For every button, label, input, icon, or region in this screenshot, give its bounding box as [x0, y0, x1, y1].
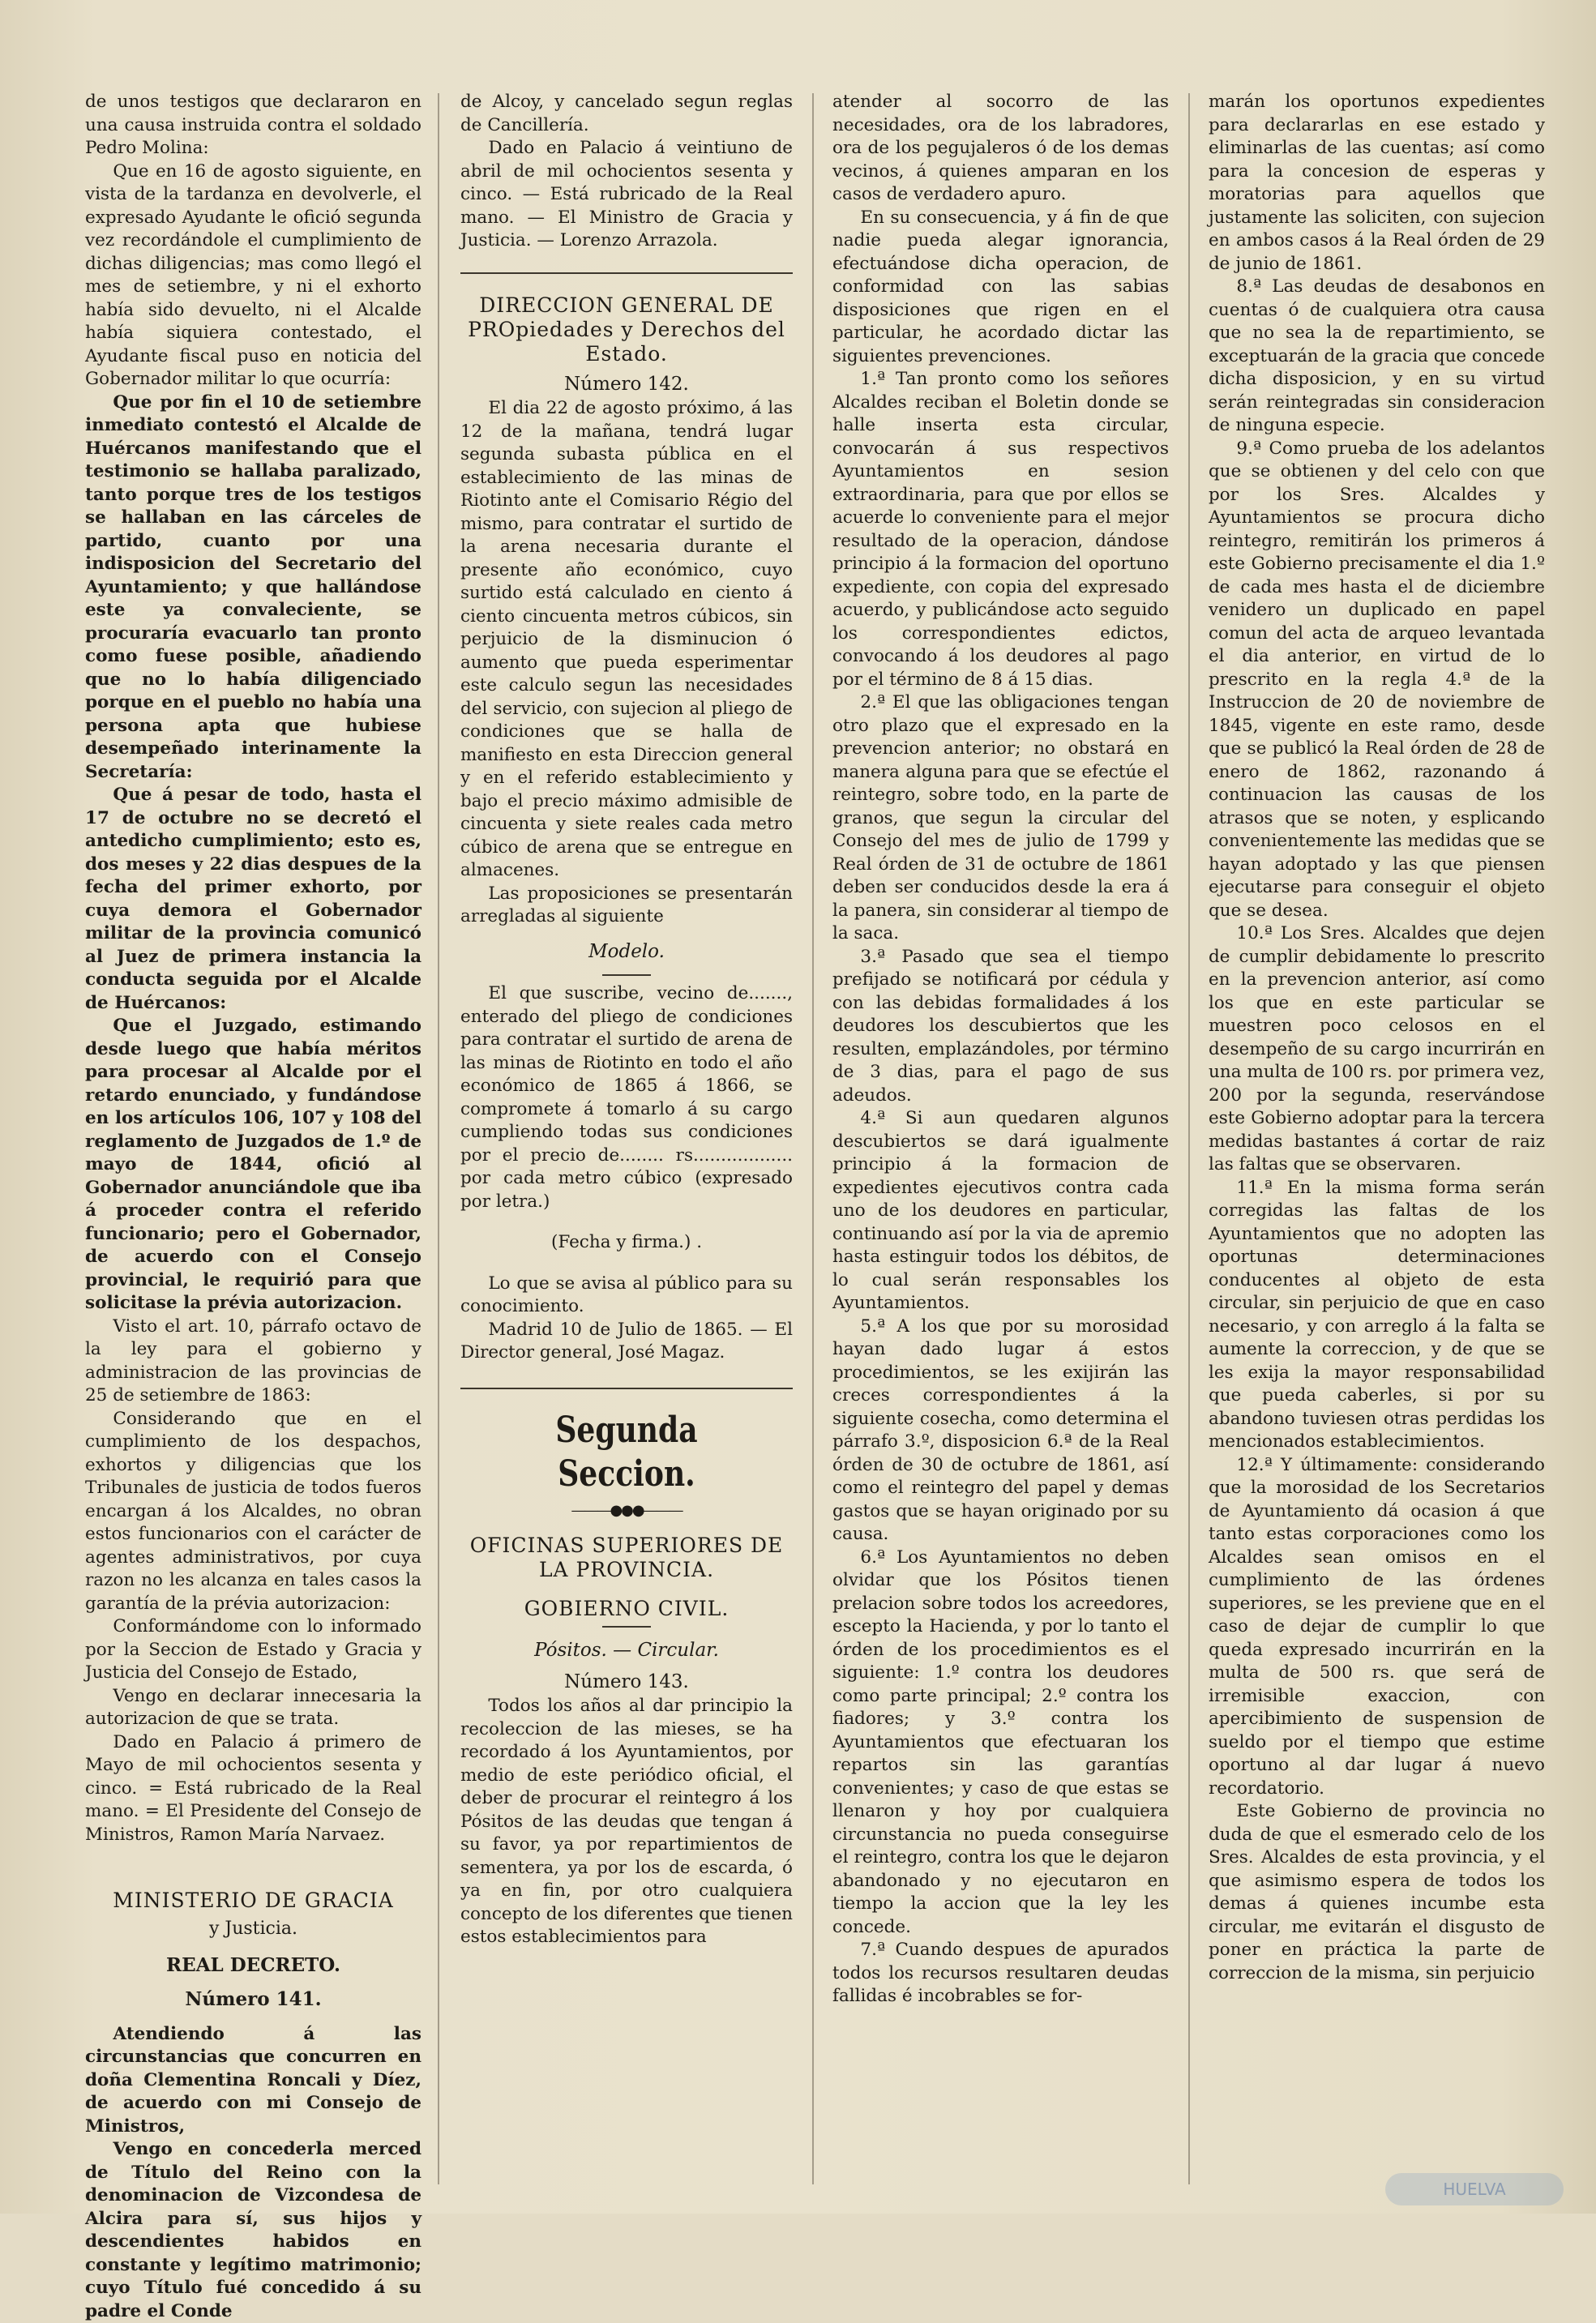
column-3 — [832, 91, 1169, 2198]
ornament: ———●●●——— — [571, 1501, 682, 1519]
paragraph: Este Gobierno de provincia no duda de que el esmerado celo de los Sres. Alcaldes de esta provincia, y el que asimismo espera de todos los demas á quienes incumbe esta circular, me evitarán el disgusto de poner en práctica la parte de correccion de la misma, sin perjuicio — [1209, 1801, 1545, 1983]
paragraph: 9.ª Como prueba de los adelantos que se obtienen y del celo con que por los Sres. Alcaldes y Ayuntamientos se procura dicho reintegro, remitirán los primeros á este Gobierno precisamente el dia 1.º de cada mes hasta el de diciembre venidero un duplicado en papel comun del acta de arqueo levantada el dia anterior, en virtud de lo prescrito en la regla 4.ª de la Instruccion de 20 de noviembre de 1845, vigente en este ramo, desde que se publicó la Real órden de 28 de enero de 1862, razonando á continuacion las causas de los atrasos que se noten, y esplicando convenientemente las medidas que se hayan adoptado y las que piensen ejecutarse para conseguir el objeto que se desea. — [1209, 438, 1545, 921]
gobierno-heading: GOBIERNO CIVIL. — [524, 1597, 730, 1620]
fecha-firma: (Fecha y firma.) . — [550, 1232, 703, 1252]
paragraph: Atendiendo á las circunstancias que concurren en doña Clementina Roncali y Díez, de acuerdo con mi Consejo de Ministros, — [85, 2023, 421, 2137]
column-rule — [1188, 93, 1190, 2184]
positos-heading: Pósitos. — Circular. — [534, 1640, 719, 1661]
direccion-heading: DIRECCION GENERAL DE PROpiedades y Derechos del Estado. — [468, 293, 785, 366]
paragraph: Dado en Palacio á veintiuno de abril de mil ochocientos sesenta y cinco. — Está rubricado de la Real mano. — El Ministro de Gracia y Justicia. — Lorenzo Arrazola. — [460, 138, 793, 250]
paragraph: atender al socorro de las necesidades, ora de los labradores, ora de los pegujaleros ó de los demas vecinos, á quienes amparan en los casos de verdadero apuro. — [832, 92, 1169, 204]
paragraph: Madrid 10 de Julio de 1865. — El Director general, José Magaz. — [460, 1319, 793, 1363]
paragraph: Lo que se avisa al público para su conocimiento. — [460, 1273, 793, 1316]
ministerio-heading: MINISTERIO DE GRACIA — [113, 1889, 394, 1912]
paragraph: Dado en Palacio á primero de Mayo de mil ochocientos sesenta y cinco. = Está rubricado de la Real mano. = El Presidente del Consejo de Ministros, Ramon María Narvaez. — [85, 1731, 421, 1845]
paragraph: Que en 16 de agosto siguiente, en vista de la tardanza en devolverle, el expresado Ayudante le ofició segunda vez recordándole el cumplimiento de dichas diligencias; mas como llegó el mes de setiembre, y ni el exhorto había sido devuelto, ni el Alcalde había siquiera contestado, el Ayudante fiscal puso en noticia del Gobernador militar lo que ocurría: — [85, 160, 421, 389]
paragraph: Todos los años al dar principio la recoleccion de las mieses, se ha recordado á los Ayuntamientos, por medio de este periódico oficial, el deber de procurar el reintegro á los Pósitos de las deudas que tengan á su favor, ya por repartimientos de sementera, ya por los de escarda, ó ya en fin, por otro cualquiera concepto de los diferentes que tienen estos establecimientos para — [460, 1696, 794, 1947]
paragraph: 10.ª Los Sres. Alcaldes que dejen de cumplir debidamente lo prescrito en la prevencion anterior, así como los que en este particular se muestren poco celosos en el desempeño de su cargo incurrirán en una multa de 100 rs. por primera vez, 200 por la segunda, reservándose este Gobierno adoptar para la tercera medidas bastantes á cortar de raiz las faltas que se observaren. — [1209, 923, 1545, 1174]
paragraph: de unos testigos que declararon en una causa instruida contra el soldado Pedro Molina: — [85, 92, 421, 158]
segunda-seccion-title: Segunda Seccion. — [555, 1409, 698, 1495]
paragraph: Considerando que en el cumplimiento de los despachos, exhortos y diligencias que los Tribunales de justicia de todos fueros encargan á los Alcaldes, no obran estos funcionarios con el carácter de agentes administrativos, por cuya razon no les alcanza en tales casos la garantía de la prévia autorizacion: — [85, 1408, 421, 1614]
column-2 — [460, 91, 793, 2198]
paragraph: 6.ª Los Ayuntamientos no deben olvidar que los Pósitos tienen prelacion sobre todos los acreedores, escepto la Hacienda, y por lo tanto el órden de los procedimientos es el siguiente: 1.º contra los deudores como parte principal; 2.º contra los fiadores; y 3.º contra los Ayuntamientos que efectuaran los repartos sin las garantías convenientes; y caso de que estas se llenaron y hoy por cualquiera circunstancia no pueda conseguirse el reintegro, contra los que le dejaron abandonado y no ejecutaron en tiempo la accion que la ley les concede. — [832, 1547, 1169, 1937]
paragraph: de Alcoy, y cancelado segun reglas de Cancillería. — [460, 92, 793, 135]
paragraph: 11.ª En la misma forma serán corregidas las faltas de los Ayuntamientos que no adopten las oportunas determinaciones conducentes al objeto de esta circular, sin perjuicio de que en caso necesario, y con arreglo á la falta se aumente la correccion, y de que se les exija la mayor responsabilidad que pueda caberles, si por su abandono tuviesen otras perdidas los mencionados establecimientos. — [1209, 1177, 1545, 1452]
paragraph: 5.ª A los que por su morosidad hayan dado lugar á estos procedimientos, se les exijirán las creces correspondientes á la siguiente cosecha, como determina el párrafo 3.º, disposicion 6.ª de la Real órden de 30 de octubre de 1861, así como el reintegro del papel y demas gastos que se hayan originado por su causa. — [832, 1316, 1169, 1544]
modelo-heading: Modelo. — [588, 940, 665, 962]
paragraph: Que á pesar de todo, hasta el 17 de octubre no se decretó el antedicho cumplimiento; esto es, dos meses y 22 dias despues de la fecha del primer exhorto, por cuya demora el Gobernador militar de la provincia comunicó al Juez de primera instancia la conducta seguida por el Alcalde de Huércanos: — [85, 785, 421, 1013]
paragraph: 2.ª El que las obligaciones tengan otro plazo que el expresado en la prevencion anterior; no obstará en manera alguna para que se efectúe el reintegro, sobre todo, en la parte de granos, que segun la circular del Consejo del mes de julio de 1799 y Real órden de 31 de octubre de 1861 deben ser conducidos desde la era á la panera, sin considerar al tiempo de la saca. — [832, 692, 1169, 943]
paragraph: El dia 22 de agosto próximo, á las 12 de la mañana, tendrá lugar segunda subasta pública en el establecimiento de las minas de Riotinto ante el Comisario Régio del mismo, para contratar el surtido de la arena necesaria durante el presente año económico, cuyo surtido está calculado en ciento á ciento cincuenta metros cúbicos, sin perjuicio de la disminucion ó aumento que pueda esperimentar este calculo segun las necesidades del servicio, con sujecion al pliego de condiciones que se halla de manifiesto en esta Direccion general y en el referido establecimiento y bajo el precio máximo admisible de cincuenta y siete reales cada metro cúbico de arena que se entregue en almacenes. — [460, 398, 793, 880]
divider — [602, 974, 651, 976]
paragraph: 12.ª Y últimamente: considerando que la morosidad de los Secretarios de Ayuntamiento dá ocasion á que tanto estas corporaciones como los Alcaldes sean omisos en el cumplimiento de las órdenes superiores, se les previene que en el caso de dejar de cumplir lo que queda expresado incurrirán en la multa de 500 rs. que será de irremisible exaccion, con apercibimiento de suspension de sueldo por el tiempo que estime oportuno al dar lugar á nuevo recordatorio. — [1209, 1454, 1545, 1799]
paragraph: El que suscribe, vecino de......., enterado del pliego de condiciones para contratar el surtido de arena de las minas de Riotinto en todo el año económico de 1865 á 1866, se compromete á tomarlo á su cargo cumpliendo todas sus condiciones por el precio de........ rs.................. por cada metro cúbico (expresado por letra.) — [460, 983, 793, 1212]
divider — [602, 1626, 651, 1628]
column-rule — [438, 93, 439, 2184]
paragraph: 8.ª Las deudas de desabonos en cuentas ó de cualquiera otra causa que no sea la de repartimiento, se exceptuarán de la gracia que concede dicha disposicion, y en su virtud serán reintegradas sin consideracion de ninguna especie. — [1209, 276, 1545, 435]
divider — [460, 272, 793, 274]
paragraph: Las proposiciones se presentarán arregladas al siguiente — [460, 883, 793, 926]
column-1 — [85, 91, 421, 2321]
divider — [460, 1388, 793, 1389]
archive-watermark: HUELVA — [1385, 2173, 1564, 2205]
column-rule — [812, 93, 814, 2184]
real-decreto-heading: REAL DECRETO. — [166, 1953, 340, 1976]
paragraph: En su consecuencia, y á fin de que nadie pueda alegar ignorancia, efectuándose dicha operacion, de conformidad con las sabias disposiciones que rigen en el particular, he acordado dictar las siguientes prevenciones. — [832, 207, 1169, 366]
numero-141: Número 141. — [185, 1988, 322, 2010]
paragraph: Que por fin el 10 de setiembre inmediato contestó el Alcalde de Huércanos manifestando que el testimonio se hallaba paralizado, tanto porque tres de los testigos se hallaban en las cárceles de partido, cuanto por una indisposicion del Secretario del Ayuntamiento; y que hallándose este ya convaleciente, se procuraría evacuarlo tan pronto como fuese posible, añadiendo que no lo había diligenciado porque en el pueblo no había una persona apta que hubiese desempeñado interinamente la Secretaría: — [85, 391, 421, 782]
paragraph: 4.ª Si aun quedaren algunos descubiertos se dará igualmente principio á la formacion de expedientes ejecutivos contra cada uno de los deudores en particular, continuando así por la via de apremio hasta estinguir todos los débitos, de lo cual serán responsables los Ayuntamientos. — [832, 1108, 1169, 1313]
paragraph: 7.ª Cuando despues de apurados todos los recursos resultaren deudas fallidas é incobrables se for- — [832, 1940, 1169, 2006]
column-4 — [1209, 91, 1545, 2198]
numero-143: Número 143. — [564, 1671, 689, 1692]
paragraph: Conformándome con lo informado por la Seccion de Estado y Gracia y Justicia del Consejo de Estado, — [85, 1616, 421, 1683]
numero-142: Número 142. — [564, 373, 689, 395]
paragraph: 1.ª Tan pronto como los señores Alcaldes reciban el Boletin donde se halle inserta esta circular, convocarán á sus respectivos Ayuntamientos en sesion extraordinaria, para que por ellos se acuerde lo conveniente para el mejor resultado de la operacion, dándose principio á la formacion del oportuno expediente, con copia del expresado acuerdo, y publicándose acto seguido los correspondientes edictos, convocando á los deudores al pago por el término de 8 á 15 dias. — [832, 369, 1169, 690]
paragraph: Que el Juzgado, estimando desde luego que había méritos para procesar al Alcalde por el retardo enunciado, y fundándose en los artículos 106, 107 y 108 del reglamento de Juzgados de 1.º de mayo de 1844, ofició al Gobernador anunciándole que iba á proceder contra el referido funcionario; pero el Gobernador, de acuerdo con el Consejo provincial, le requirió para que solicitase la prévia autorizacion. — [85, 1016, 421, 1313]
paragraph: 3.ª Pasado que sea el tiempo prefijado se notificará por cédula y con las debidas formalidades á los deudores los descubiertos que les resulten, emplazándoles, por término de 3 dias, para el pago de sus adeudos. — [832, 946, 1169, 1106]
ministerio-subheading: y Justicia. — [208, 1919, 298, 1939]
paragraph: marán los oportunos expedientes para declararlas en ese estado y eliminarlas de las cuentas; así como para la concesion de esperas y moratorias para aquellos que justamente las soliciten, con sujecion en ambos casos á la Real órden de 29 de junio de 1861. — [1209, 92, 1545, 274]
oficinas-heading: OFICINAS SUPERIORES DE LA PROVINCIA. — [469, 1534, 784, 1581]
paragraph: Vengo en concederla merced de Título del Reino con la denominacion de Vizcondesa de Alcira para sí, sus hijos y descendientes habidos en constante y legítimo matrimonio; cuyo Título fué concedido á su padre el Conde — [85, 2139, 421, 2321]
paragraph: Visto el art. 10, párrafo octavo de la ley para el gobierno y administracion de las provincias de 25 de setiembre de 1863: — [85, 1316, 421, 1405]
paragraph: Vengo en declarar innecesaria la autorizacion de que se trata. — [85, 1685, 421, 1729]
